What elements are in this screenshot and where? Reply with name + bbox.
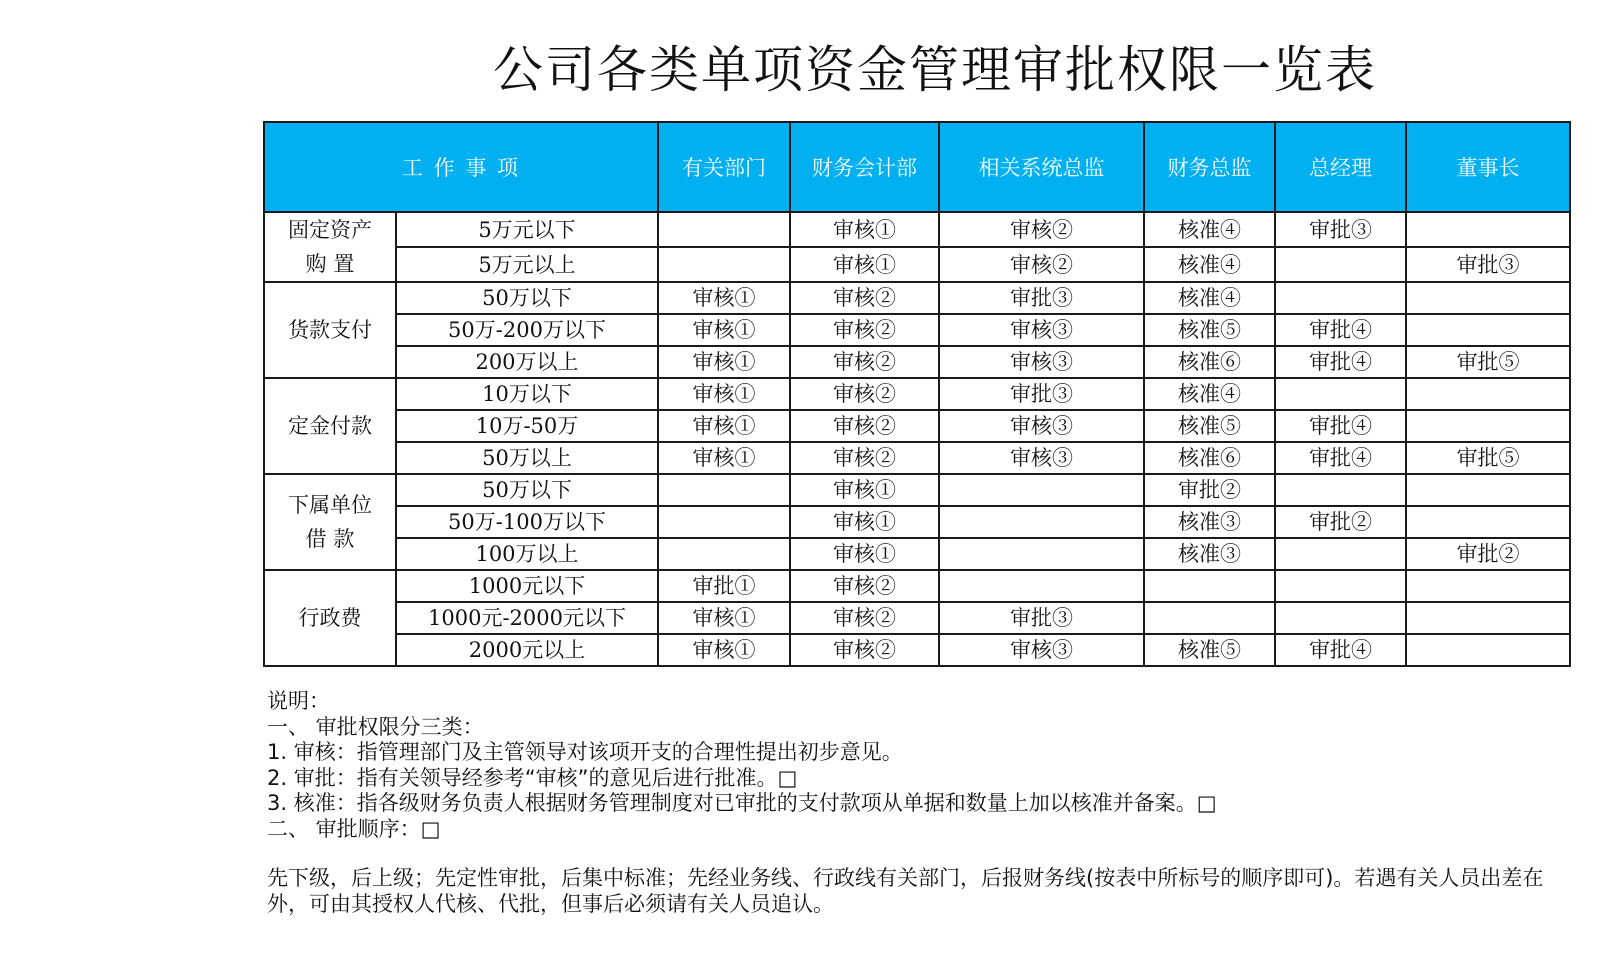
notes-section [267, 689, 1567, 917]
approval-cell-gm: 审批② [1275, 506, 1406, 538]
page-title: 公司各类单项资金管理审批权限一览表 [493, 41, 1377, 99]
approval-cell-dept [658, 247, 790, 282]
approval-cell-chair [1406, 474, 1570, 506]
approval-cell-cfo [1144, 570, 1275, 602]
approval-cell-sys [939, 538, 1144, 570]
approval-cell-gm [1275, 474, 1406, 506]
approval-cell-acct: 审核② [790, 410, 939, 442]
notes-paragraph: 先下级，后上级；先定性审批，后集中标准；先经业务线、行政线有关部门，后报财务线(按表中所标号的顺序即可)。若遇有关人员出差在外，可由其授权人代核、代批，但事后必须请有关人员追认。 [267, 866, 1544, 916]
table-row [264, 410, 1570, 442]
notes-line: 2. 审批：指有关领导经参考“审核”的意见后进行批准。□ [267, 765, 798, 790]
notes-heading: 说明： [267, 689, 330, 713]
table-row [264, 538, 1570, 570]
approval-cell-chair [1406, 282, 1570, 314]
approval-cell-chair [1406, 570, 1570, 602]
approval-cell-sys: 审核② [939, 212, 1144, 247]
table-row [264, 282, 1570, 314]
approval-cell-chair [1406, 634, 1570, 666]
approval-cell-chair [1406, 410, 1570, 442]
header-general-manager: 总经理 [1275, 122, 1406, 212]
item-cell: 1000元以下 [396, 570, 658, 602]
approval-cell-gm [1275, 538, 1406, 570]
table-row [264, 634, 1570, 666]
approval-cell-dept: 审核① [658, 602, 790, 634]
header-finance-accounting: 财务会计部 [790, 122, 939, 212]
table-row [264, 570, 1570, 602]
approval-cell-sys [939, 506, 1144, 538]
item-cell: 1000元-2000元以下 [396, 602, 658, 634]
table-row [264, 314, 1570, 346]
approval-table [263, 121, 1571, 667]
item-cell: 50万以下 [396, 474, 658, 506]
table-row [264, 247, 1570, 282]
approval-cell-sys: 审核③ [939, 314, 1144, 346]
approval-cell-chair [1406, 378, 1570, 410]
approval-cell-cfo: 核准⑤ [1144, 634, 1275, 666]
approval-cell-dept: 审核① [658, 346, 790, 378]
header-cfo: 财务总监 [1144, 122, 1275, 212]
approval-cell-sys: 审核③ [939, 410, 1144, 442]
category-cell: 固定资产 购 置 [264, 212, 396, 282]
approval-cell-cfo: 核准⑥ [1144, 346, 1275, 378]
header-row [264, 122, 1570, 212]
approval-cell-acct: 审核① [790, 212, 939, 247]
category-cell: 货款支付 [264, 282, 396, 378]
approval-cell-acct: 审核① [790, 506, 939, 538]
table-row [264, 378, 1570, 410]
approval-cell-sys: 审核③ [939, 634, 1144, 666]
approval-cell-dept [658, 538, 790, 570]
table-row [264, 602, 1570, 634]
approval-cell-gm [1275, 378, 1406, 410]
table-body [264, 212, 1570, 666]
approval-cell-acct: 审核② [790, 282, 939, 314]
table-row [264, 346, 1570, 378]
item-cell: 200万以上 [396, 346, 658, 378]
header-related-dept: 有关部门 [658, 122, 790, 212]
category-cell: 定金付款 [264, 378, 396, 474]
approval-cell-gm [1275, 602, 1406, 634]
approval-cell-sys: 审批③ [939, 378, 1144, 410]
approval-cell-cfo [1144, 602, 1275, 634]
approval-cell-gm [1275, 247, 1406, 282]
approval-cell-dept [658, 506, 790, 538]
approval-cell-acct: 审核② [790, 570, 939, 602]
approval-cell-sys [939, 474, 1144, 506]
approval-cell-dept [658, 212, 790, 247]
approval-cell-acct: 审核② [790, 602, 939, 634]
approval-cell-cfo: 核准④ [1144, 282, 1275, 314]
approval-cell-gm: 审批④ [1275, 314, 1406, 346]
item-cell: 50万-200万以下 [396, 314, 658, 346]
approval-cell-sys: 审核③ [939, 346, 1144, 378]
approval-cell-gm: 审批③ [1275, 212, 1406, 247]
table-row [264, 474, 1570, 506]
approval-cell-cfo: 核准④ [1144, 247, 1275, 282]
approval-cell-acct: 审核② [790, 634, 939, 666]
approval-cell-acct: 审核① [790, 474, 939, 506]
table-row [264, 212, 1570, 247]
approval-cell-dept: 审核① [658, 314, 790, 346]
approval-cell-acct: 审核① [790, 538, 939, 570]
approval-cell-chair [1406, 314, 1570, 346]
approval-cell-cfo: 核准④ [1144, 378, 1275, 410]
approval-cell-gm [1275, 570, 1406, 602]
approval-cell-cfo: 核准④ [1144, 212, 1275, 247]
notes-line: 一、 审批权限分三类： [267, 714, 484, 739]
item-cell: 100万以上 [396, 538, 658, 570]
item-cell: 2000元以上 [396, 634, 658, 666]
approval-cell-dept [658, 474, 790, 506]
approval-cell-chair [1406, 212, 1570, 247]
approval-cell-cfo: 审批② [1144, 474, 1275, 506]
approval-cell-chair: 审批② [1406, 538, 1570, 570]
approval-cell-cfo: 核准⑤ [1144, 410, 1275, 442]
approval-cell-cfo: 核准⑥ [1144, 442, 1275, 474]
item-cell: 50万-100万以下 [396, 506, 658, 538]
item-cell: 5万元以上 [396, 247, 658, 282]
approval-cell-gm [1275, 282, 1406, 314]
approval-cell-dept: 审核① [658, 442, 790, 474]
approval-cell-gm: 审批④ [1275, 410, 1406, 442]
header-system-director: 相关系统总监 [939, 122, 1144, 212]
approval-cell-acct: 审核① [790, 247, 939, 282]
approval-cell-dept: 审核① [658, 378, 790, 410]
category-cell: 下属单位 借 款 [264, 474, 396, 570]
category-cell: 行政费 [264, 570, 396, 666]
approval-cell-sys: 审批③ [939, 602, 1144, 634]
approval-cell-acct: 审核② [790, 346, 939, 378]
approval-cell-acct: 审核② [790, 378, 939, 410]
header-work-item: 工 作 事 项 [264, 122, 658, 212]
approval-cell-chair: 审批⑤ [1406, 346, 1570, 378]
table-row [264, 506, 1570, 538]
approval-cell-dept: 审批① [658, 570, 790, 602]
approval-cell-sys: 审核② [939, 247, 1144, 282]
approval-cell-gm: 审批④ [1275, 346, 1406, 378]
notes-line: 二、 审批顺序：□ [267, 816, 441, 841]
approval-cell-dept: 审核① [658, 410, 790, 442]
approval-cell-chair [1406, 506, 1570, 538]
item-cell: 5万元以下 [396, 212, 658, 247]
approval-cell-dept: 审核① [658, 282, 790, 314]
approval-cell-sys: 审批③ [939, 282, 1144, 314]
item-cell: 10万-50万 [396, 410, 658, 442]
item-cell: 50万以下 [396, 282, 658, 314]
approval-cell-chair: 审批③ [1406, 247, 1570, 282]
approval-cell-acct: 审核② [790, 442, 939, 474]
approval-cell-dept: 审核① [658, 634, 790, 666]
approval-cell-chair: 审批⑤ [1406, 442, 1570, 474]
header-chairman: 董事长 [1406, 122, 1570, 212]
approval-cell-cfo: 核准③ [1144, 506, 1275, 538]
notes-line: 3. 核准：指各级财务负责人根据财务管理制度对已审批的支付款项从单据和数量上加以核准并备案。□ [267, 791, 1217, 815]
approval-cell-chair [1406, 602, 1570, 634]
table-row [264, 442, 1570, 474]
notes-line: 1. 审核：指管理部门及主管领导对该项开支的合理性提出初步意见。 [267, 740, 903, 764]
approval-cell-gm: 审批④ [1275, 634, 1406, 666]
approval-cell-acct: 审核② [790, 314, 939, 346]
approval-cell-sys: 审核③ [939, 442, 1144, 474]
approval-cell-cfo: 核准③ [1144, 538, 1275, 570]
approval-cell-gm: 审批④ [1275, 442, 1406, 474]
item-cell: 10万以下 [396, 378, 658, 410]
item-cell: 50万以上 [396, 442, 658, 474]
approval-cell-sys [939, 570, 1144, 602]
approval-cell-cfo: 核准⑤ [1144, 314, 1275, 346]
